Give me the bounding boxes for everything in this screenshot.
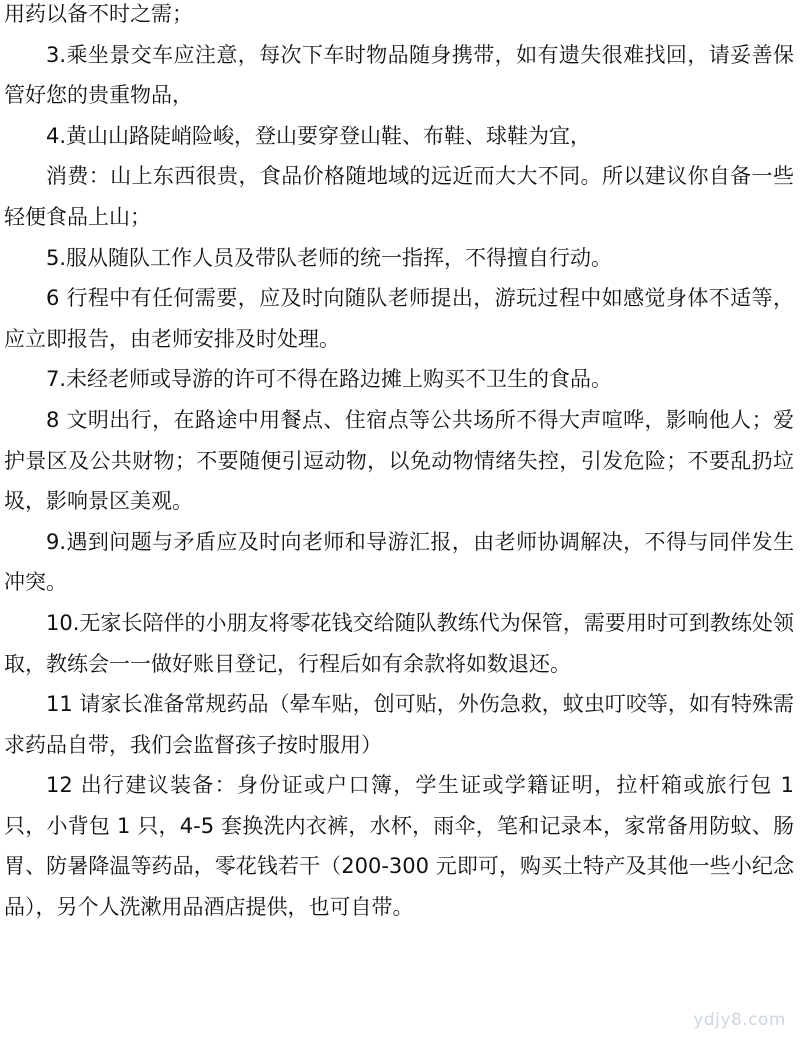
paragraph: 5.服从随队工作人员及带队老师的统一指挥，不得擅自行动。 [46, 245, 613, 270]
paragraph: 用药以备不时之需； [4, 2, 193, 26]
paragraph: 消费：山上东西很贵，食品价格随地域的远近而大大不同。所以建议你自备一些轻便食品上山； [4, 164, 794, 229]
paragraph: 7.未经老师或导游的许可不得在路边摊上购买不卫生的食品。 [46, 367, 613, 392]
document-body [4, 0, 794, 928]
watermark: ydjy8.com [693, 1010, 786, 1030]
paragraph: 3.乘坐景交车应注意，每次下车时物品随身携带，如有遗失很难找回，请妥善保管好您的贵重物品， [4, 42, 794, 108]
paragraph: 8 文明出行，在路途中用餐点、住宿点等公共场所不得大声喧哗，影响他人；爱护景区及公共财物；不要随便引逗动物，以免动物情绪失控，引发危险；不要乱扔垃圾，影响景区美观。 [4, 407, 794, 514]
paragraph: 10.无家长陪伴的小朋友将零花钱交给随队教练代为保管，需要用时可到教练处领取，教练会一一做好账目登记，行程后如有余款将如数退还。 [4, 610, 794, 676]
paragraph: 11 请家长准备常规药品（晕车贴，创可贴，外伤急救，蚊虫叮咬等，如有特殊需求药品自带，我们会监督孩子按时服用） [4, 692, 794, 757]
paragraph: 6 行程中有任何需要，应及时向随队老师提出，游玩过程中如感觉身体不适等，应立即报告，由老师安排及时处理。 [4, 286, 794, 351]
paragraph: 4.黄山山路陡峭险峻，登山要穿登山鞋、布鞋、球鞋为宜， [46, 123, 592, 148]
paragraph: 9.遇到问题与矛盾应及时向老师和导游汇报，由老师协调解决，不得与同伴发生冲突。 [4, 529, 794, 595]
paragraph: 12 出行建议装备：身份证或户口簿，学生证或学籍证明，拉杆箱或旅行包 1 只，小背包 1 只，4-5 套换洗内衣裤，水杯，雨伞，笔和记录本，家常备用防蚊、肠胃、防暑降温等药品，零花钱若干（200-300 元即可，购买土特产及其他一些小纪念品），另个人洗漱用品酒店提供，也可自带。 [4, 773, 794, 920]
